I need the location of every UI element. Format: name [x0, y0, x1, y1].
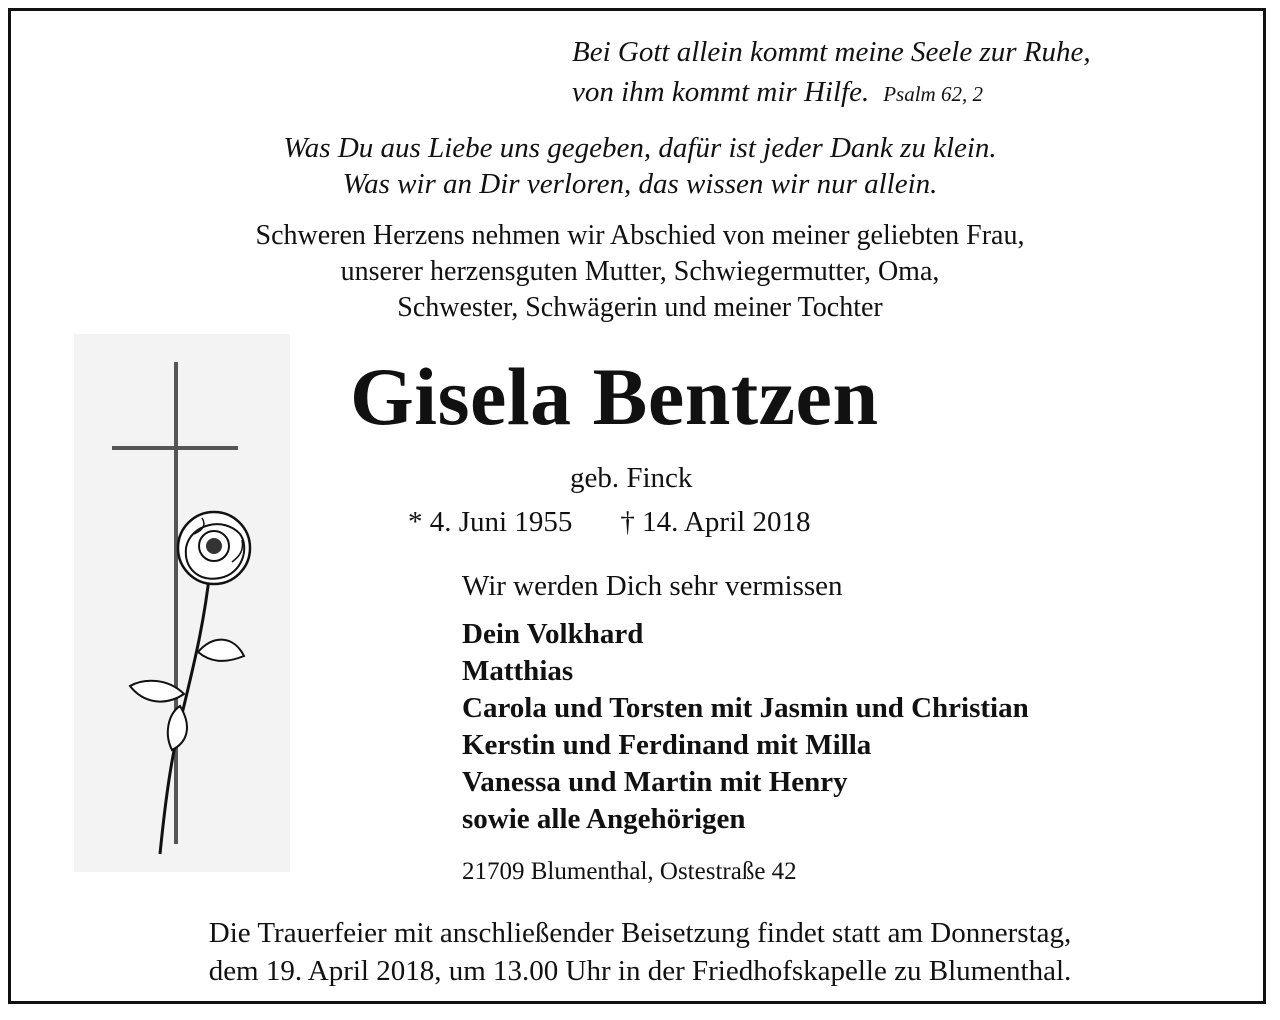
memorial-quote [0, 130, 1280, 202]
quote-line-2: Was wir an Dir verloren, das wissen wir nur allein. [342, 168, 938, 200]
maiden-name: geb. Finck [570, 462, 693, 494]
death-date: † 14. April 2018 [620, 506, 811, 538]
family-member: Carola und Torsten mit Jasmin und Christian [462, 692, 1029, 724]
family-address: 21709 Blumenthal, Ostestraße 42 [462, 858, 797, 885]
cross-with-rose-icon [74, 334, 290, 872]
deceased-name: Gisela Bentzen [350, 351, 879, 442]
psalm-line-2-text: von ihm kommt mir Hilfe. [572, 76, 870, 108]
family-member: sowie alle Angehörigen [462, 803, 746, 835]
miss-text: Wir werden Dich sehr vermissen [462, 570, 843, 602]
intro-line-3: Schwester, Schwägerin und meiner Tochter [397, 292, 883, 323]
family-member: Kerstin und Ferdinand mit Milla [462, 729, 872, 761]
intro-line-1: Schweren Herzens nehmen wir Abschied von meiner geliebten Frau, [255, 220, 1025, 251]
quote-line-1: Was Du aus Liebe uns gegeben, dafür ist jeder Dank zu klein. [283, 132, 997, 164]
psalm-line-2 [572, 72, 1091, 114]
psalm-line-1: Bei Gott allein kommt meine Seele zur Ruhe, [572, 36, 1091, 68]
family-member: Matthias [462, 655, 574, 687]
psalm-reference: Psalm 62, 2 [883, 82, 983, 106]
life-dates [408, 506, 810, 539]
birth-date: * 4. Juni 1955 [408, 506, 573, 538]
intro-line-2: unserer herzensguten Mutter, Schwiegermutter, Oma, [340, 256, 940, 287]
funeral-info [0, 914, 1280, 990]
psalm-verse [572, 32, 1091, 114]
cross-rose-drawing [74, 334, 290, 872]
funeral-line-1: Die Trauerfeier mit anschließender Beisetzung findet statt am Donnerstag, [208, 917, 1072, 949]
family-list [462, 616, 1029, 838]
family-member: Vanessa und Martin mit Henry [462, 766, 848, 798]
funeral-line-2: dem 19. April 2018, um 13.00 Uhr in der Friedhofskapelle zu Blumenthal. [208, 955, 1072, 987]
family-member: Dein Volkhard [462, 618, 644, 650]
farewell-intro [0, 218, 1280, 326]
